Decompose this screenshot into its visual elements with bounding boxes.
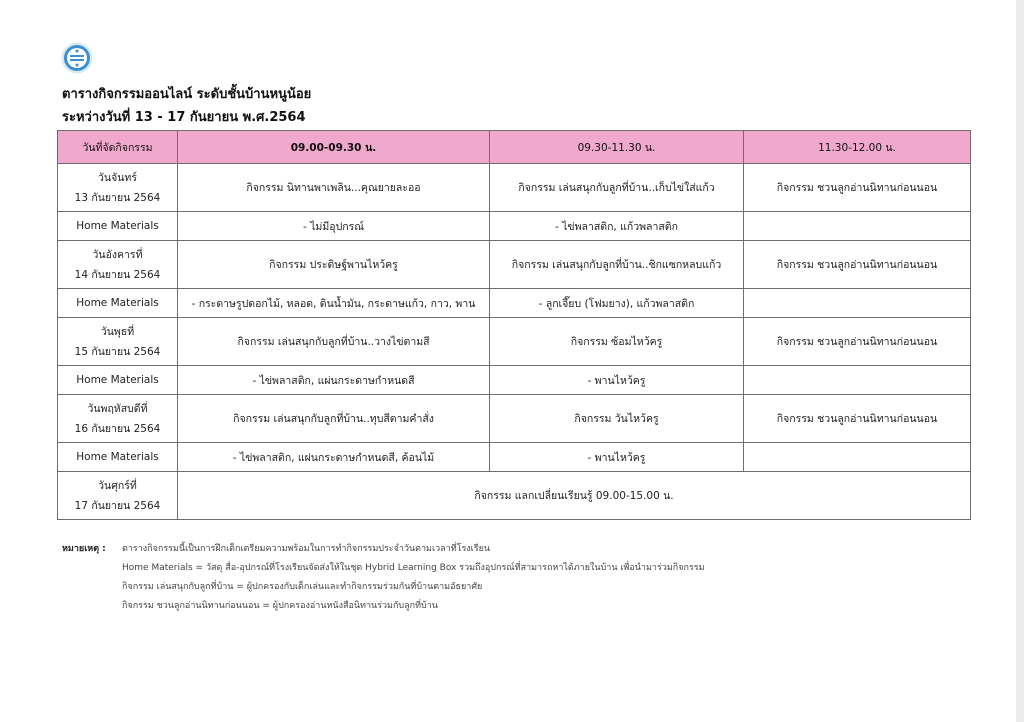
day-name: วันจันทร์ (98, 171, 137, 184)
materials-cell: - กระดาษรูปดอกไม้, หลอด, ดินน้ำมัน, กระดาษแก้ว, กาว, พาน (178, 289, 490, 318)
day-cell (58, 241, 178, 289)
day-cell (58, 318, 178, 366)
day-date: 15 กันยายน 2564 (74, 345, 161, 358)
materials-cell: - ไข่พลาสติก, แผ่นกระดาษกำหนดสี, ค้อนไม้ (178, 443, 490, 472)
materials-row (58, 289, 971, 318)
day-cell (58, 395, 178, 443)
materials-cell: - ไม่มีอุปกรณ์ (178, 212, 490, 241)
materials-row (58, 212, 971, 241)
materials-cell: - พานไหว้ครู (490, 443, 744, 472)
activity-cell: กิจกรรม ชวนลูกอ่านนิทานก่อนนอน (744, 318, 971, 366)
table-row (58, 164, 971, 212)
notes-label: หมายเหตุ : (62, 543, 106, 554)
activity-cell: กิจกรรม ชวนลูกอ่านนิทานก่อนนอน (744, 395, 971, 443)
day-date: 17 กันยายน 2564 (74, 499, 161, 512)
day-name: วันอังคารที่ (92, 248, 143, 261)
materials-cell: - ลูกเจี๊ยบ (โฟมยาง), แก้วพลาสติก (490, 289, 744, 318)
materials-cell (744, 289, 971, 318)
column-header-slot-1: 09.00-09.30 น. (178, 131, 490, 164)
activity-cell: กิจกรรม ชวนลูกอ่านนิทานก่อนนอน (744, 241, 971, 289)
table-row (58, 472, 971, 520)
note-line (62, 576, 705, 595)
activity-cell: กิจกรรม ประดิษฐ์พานไหว้ครู (178, 241, 490, 289)
activity-cell: กิจกรรม ชวนลูกอ่านนิทานก่อนนอน (744, 164, 971, 212)
day-date: 13 กันยายน 2564 (74, 191, 161, 204)
notes-section (62, 538, 705, 614)
column-header-slot-2: 09.30-11.30 น. (490, 131, 744, 164)
page-title: ตารางกิจกรรมออนไลน์ ระดับชั้นบ้านหนูน้อย (62, 87, 312, 102)
table-row (58, 241, 971, 289)
activity-cell: กิจกรรม นิทานพาเพลิน...คุณยายละออ (178, 164, 490, 212)
activity-cell: กิจกรรม เล่นสนุกกับลูกที่บ้าน..ทุบสีตามคำสั่ง (178, 395, 490, 443)
page-edge (1016, 0, 1024, 722)
materials-row (58, 366, 971, 395)
page-subtitle: ระหว่างวันที่ 13 - 17 กันยายน พ.ศ.2564 (62, 110, 306, 125)
activity-cell: กิจกรรม เล่นสนุกกับลูกที่บ้าน..วางไข่ตามสี (178, 318, 490, 366)
materials-label: Home Materials (58, 366, 178, 395)
day-cell (58, 472, 178, 520)
materials-label: Home Materials (58, 289, 178, 318)
day-date: 16 กันยายน 2564 (74, 422, 161, 435)
day-date: 14 กันยายน 2564 (74, 268, 161, 281)
day-cell (58, 164, 178, 212)
note-line (62, 595, 705, 614)
activity-cell-merged: กิจกรรม แลกเปลี่ยนเรียนรู้ 09.00-15.00 น. (178, 472, 971, 520)
materials-cell: - พานไหว้ครู (490, 366, 744, 395)
note-text: Home Materials = วัสดุ สื่อ-อุปกรณ์ที่โรงเรียนจัดส่งให้ในชุด Hybrid Learning Box รวมถึงอุปกรณ์ที่สามารถหาได้ภายในบ้าน เพื่อนำมาร่วมกิจกรรม (122, 562, 705, 573)
materials-cell: - ไข่พลาสติก, แก้วพลาสติก (490, 212, 744, 241)
day-name: วันศุกร์ที่ (98, 479, 137, 492)
day-name: วันพฤหัสบดีที่ (87, 402, 148, 415)
table-row (58, 318, 971, 366)
materials-label: Home Materials (58, 443, 178, 472)
materials-cell (744, 366, 971, 395)
materials-cell (744, 443, 971, 472)
note-text: กิจกรรม เล่นสนุกกับลูกที่บ้าน = ผู้ปกครองกับเด็กเล่นและทำกิจกรรมร่วมกันที่บ้านตามอัธยาศัย (122, 581, 483, 592)
materials-row (58, 443, 971, 472)
column-header-slot-3: 11.30-12.00 น. (744, 131, 971, 164)
materials-cell (744, 212, 971, 241)
note-line (62, 538, 705, 557)
activity-cell: กิจกรรม วันไหว้ครู (490, 395, 744, 443)
note-text: กิจกรรม ชวนลูกอ่านนิทานก่อนนอน = ผู้ปกครองอ่านหนังสือนิทานร่วมกับลูกที่บ้าน (122, 600, 438, 611)
school-logo-icon (61, 42, 93, 74)
schedule-table (57, 130, 971, 520)
activity-cell: กิจกรรม ซ้อมไหว้ครู (490, 318, 744, 366)
activity-cell: กิจกรรม เล่นสนุกกับลูกที่บ้าน..ชิกแซกหลบแก้ว (490, 241, 744, 289)
table-header-row (58, 131, 971, 164)
column-header-date: วันที่จัดกิจกรรม (58, 131, 178, 164)
table-row (58, 395, 971, 443)
materials-cell: - ไข่พลาสติก, แผ่นกระดาษกำหนดสี (178, 366, 490, 395)
materials-label: Home Materials (58, 212, 178, 241)
note-line (62, 557, 705, 576)
activity-cell: กิจกรรม เล่นสนุกกับลูกที่บ้าน..เก็บไข่ใส่แก้ว (490, 164, 744, 212)
day-name: วันพุธที่ (100, 325, 135, 338)
note-text: ตารางกิจกรรมนี้เป็นการฝึกเด็กเตรียมความพร้อมในการทำกิจกรรมประจำวันตามเวลาที่โรงเรียน (122, 543, 491, 554)
